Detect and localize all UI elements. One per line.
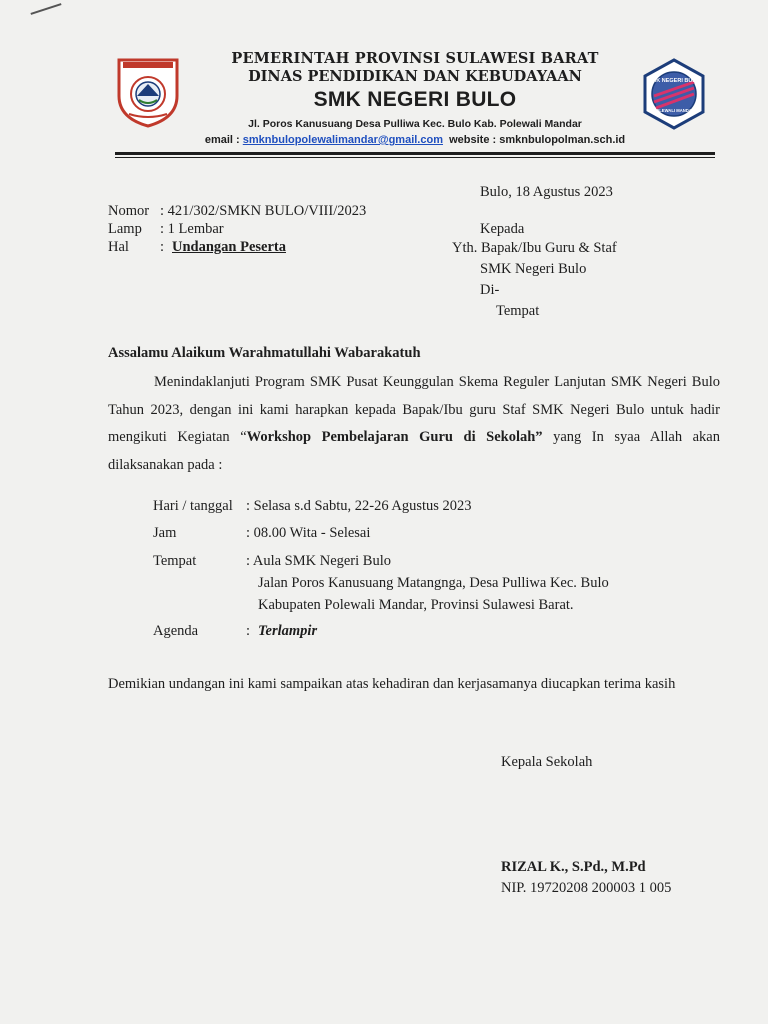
- letterhead-school-name: SMK NEGERI BULO: [313, 88, 517, 111]
- greeting: Assalamu Alaikum Warahmatullahi Wabarakatuh: [108, 345, 421, 361]
- letterhead-text: [190, 50, 640, 132]
- svg-text:SMK NEGERI BULO: SMK NEGERI BULO: [648, 78, 700, 84]
- email-link[interactable]: smknbulopolewalimandar@gmail.com: [242, 134, 443, 146]
- hal-colon: :: [160, 239, 165, 255]
- nomor-label: Nomor: [108, 203, 150, 219]
- hal-value: Undangan Peserta: [172, 239, 286, 255]
- tempat-label: Tempat: [153, 553, 197, 569]
- body-text-part2: yang In syaa Allah akan dilaksanakan pada :: [108, 429, 720, 473]
- body-text-part1: Menindaklanjuti Program SMK Pusat Keunggulan Skema Reguler Lanjutan SMK Negeri Bulo Tahun 2023, dengan ini kami harapkan kepada Bapak/Ibu guru Staf SMK Negeri Bulo untuk hadir mengikuti Kegiatan “: [108, 374, 720, 445]
- lamp-value: : 1 Lembar: [160, 221, 224, 237]
- recipient-org: SMK Negeri Bulo: [480, 261, 587, 277]
- body-paragraph: [108, 369, 720, 479]
- hari-value: : Selasa s.d Sabtu, 22-26 Agustus 2023: [246, 498, 472, 514]
- signature-nip: NIP. 19720208 200003 1 005: [501, 880, 672, 896]
- recipient-di: Di-: [480, 282, 500, 298]
- recipient-tempat: Tempat: [496, 303, 540, 319]
- signature-name: RIZAL K., S.Pd., M.Pd: [501, 859, 646, 875]
- recipient-yth: Yth. Bapak/Ibu Guru & Staf: [452, 240, 617, 256]
- tempat-value: : Aula SMK Negeri Bulo: [246, 553, 391, 569]
- pen-stroke-mark: [30, 3, 61, 15]
- email-label: email :: [204, 134, 240, 146]
- svg-text:POLEWALI MANDAR: POLEWALI MANDAR: [653, 108, 695, 113]
- contact-line: [115, 134, 715, 146]
- hari-label: Hari / tanggal: [153, 498, 233, 514]
- event-name: Workshop Pembelajaran Guru di Sekolah”: [246, 429, 543, 445]
- letterhead-department: DINAS PENDIDIKAN DAN KEBUDAYAAN: [248, 68, 582, 85]
- nomor-value: : 421/302/SMKN BULO/VIII/2023: [160, 203, 367, 219]
- letter-date: Bulo, 18 Agustus 2023: [480, 184, 613, 200]
- letterhead-address: Jl. Poros Kanusuang Desa Pulliwa Kec. Bulo Kab. Polewali Mandar: [248, 118, 582, 130]
- hal-label: Hal: [108, 239, 129, 255]
- province-emblem-logo: [115, 56, 181, 128]
- recipient-kepada: Kepada: [480, 221, 525, 237]
- website-text: smknbulopolman.sch.id: [499, 134, 626, 146]
- tempat-line2: Jalan Poros Kanusuang Matangnga, Desa Pulliwa Kec. Bulo: [258, 575, 609, 591]
- jam-value: : 08.00 Wita - Selesai: [246, 525, 371, 541]
- agenda-label: Agenda: [153, 623, 199, 639]
- agenda-colon: :: [246, 623, 251, 639]
- jam-label: Jam: [153, 525, 177, 541]
- closing-sentence: Demikian undangan ini kami sampaikan atas kehadiran dan kerjasamanya diucapkan terima kasih: [108, 676, 676, 692]
- tempat-line3: Kabupaten Polewali Mandar, Provinsi Sulawesi Barat.: [258, 597, 574, 613]
- letterhead-divider-thick: [115, 152, 715, 155]
- lamp-label: Lamp: [108, 221, 142, 237]
- agenda-value: Terlampir: [258, 623, 318, 639]
- school-logo: [640, 58, 708, 130]
- letterhead-government: PEMERINTAH PROVINSI SULAWESI BARAT: [231, 50, 599, 67]
- letterhead-divider-thin: [115, 157, 715, 158]
- website-label: website :: [449, 134, 497, 146]
- signature-title: Kepala Sekolah: [501, 754, 593, 770]
